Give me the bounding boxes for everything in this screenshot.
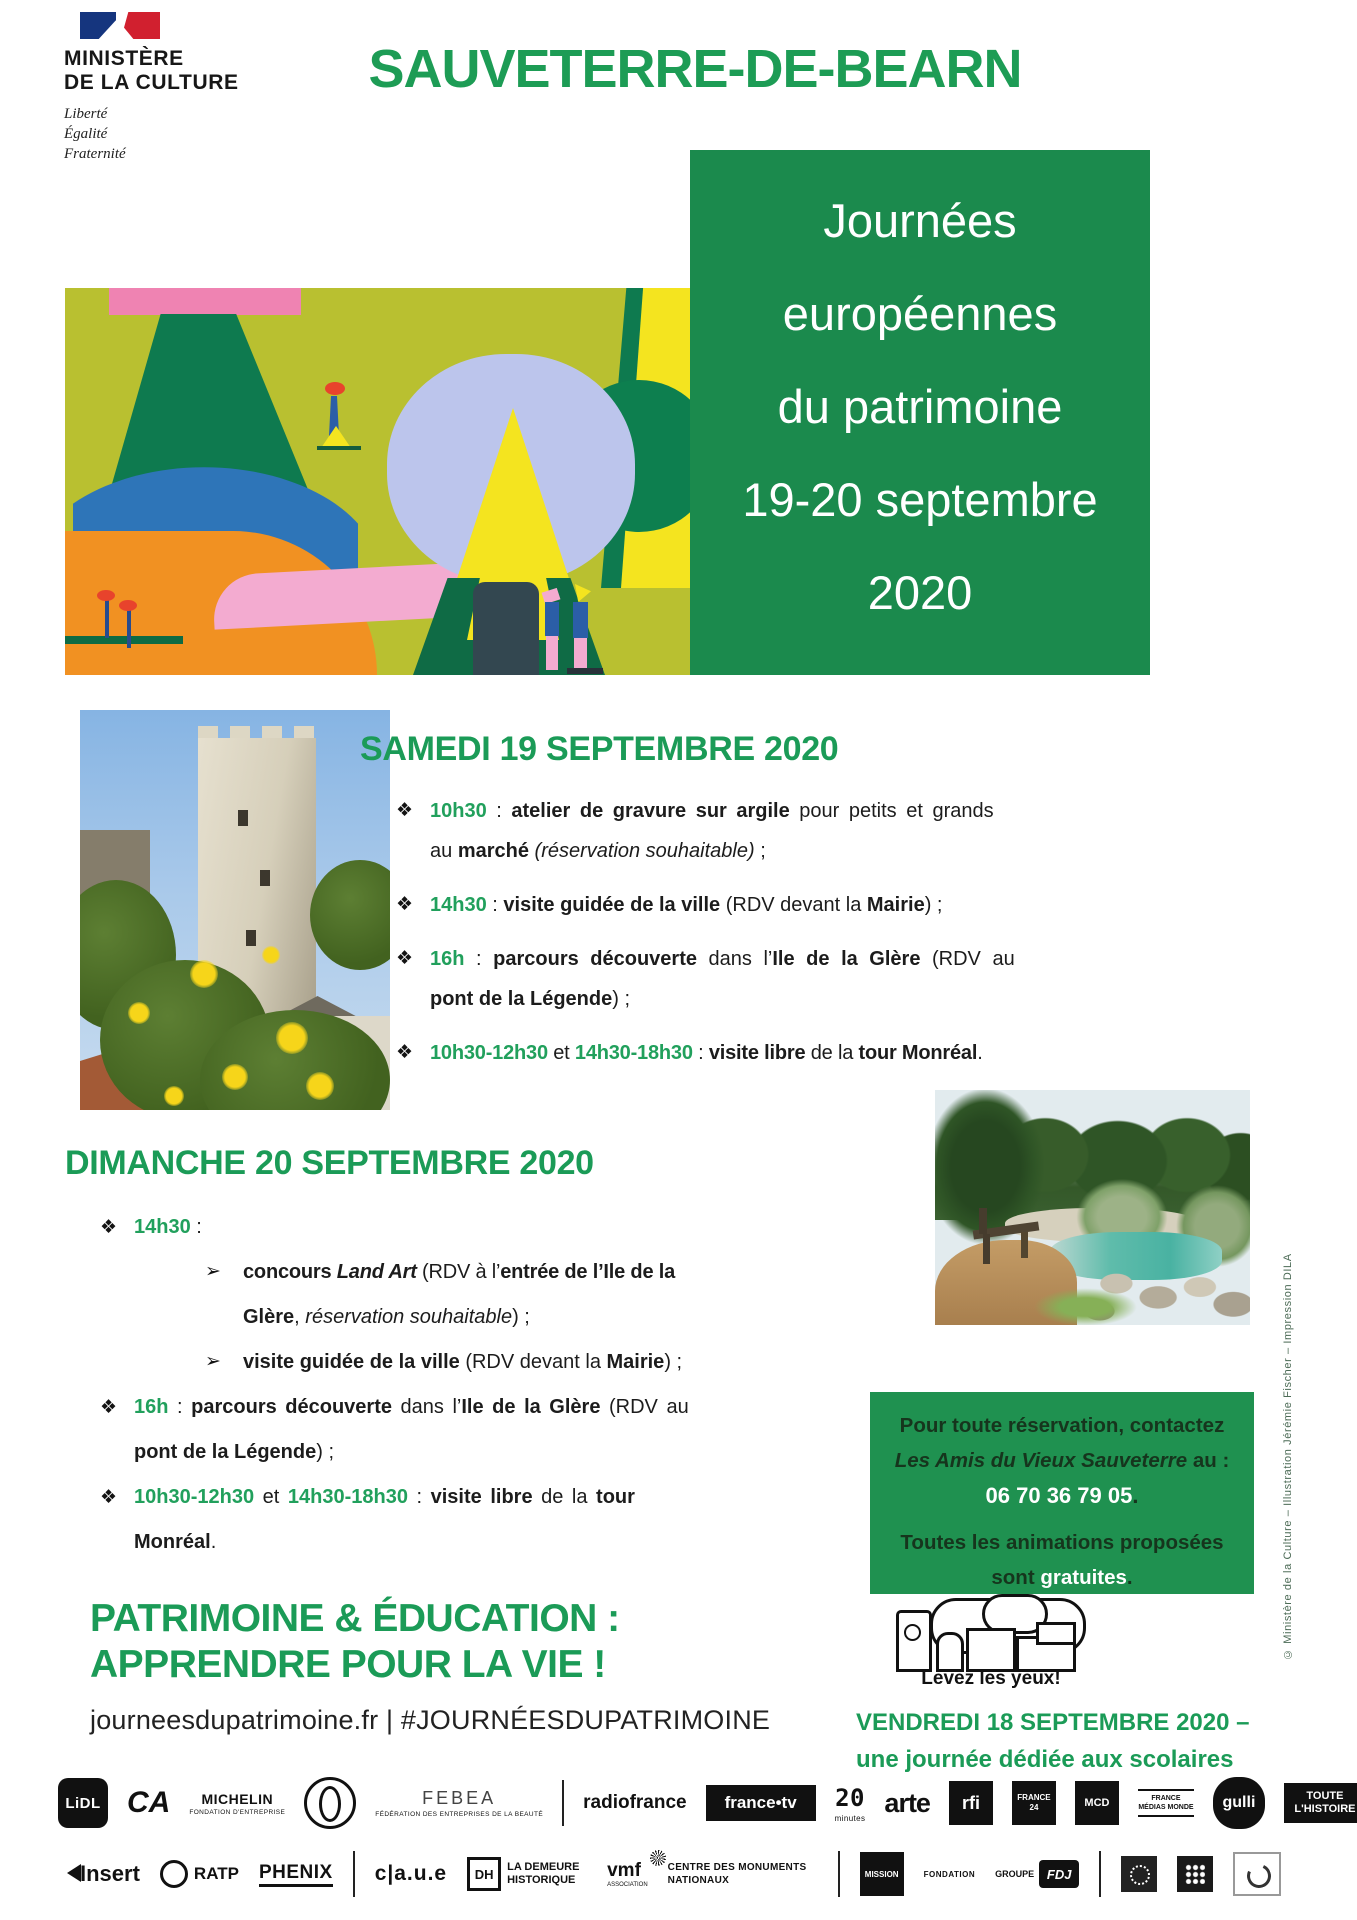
text-run: pour petits et grands xyxy=(789,800,994,822)
partner-label: FEBEA xyxy=(422,1788,497,1808)
abstract-illustration xyxy=(65,288,690,675)
partner-logo-la-demeure-historique xyxy=(467,1857,587,1891)
event-sub-item xyxy=(100,1250,713,1340)
text-run: . xyxy=(1132,1483,1139,1508)
text-run: Glère xyxy=(243,1306,295,1328)
text-run: pont de la Légende xyxy=(134,1441,317,1463)
partner-label: MCD xyxy=(1084,1797,1110,1809)
demeure-monogram-icon: DH xyxy=(467,1857,501,1891)
text-run: ) ; xyxy=(612,988,631,1010)
text-run: Les Amis du Vieux Sauveterre xyxy=(894,1449,1188,1472)
event-line xyxy=(430,885,1084,925)
text-run: de la xyxy=(532,1486,597,1508)
text-run: , xyxy=(294,1306,306,1328)
partner-label: rfi xyxy=(961,1792,980,1813)
text-run: : xyxy=(486,894,504,916)
event-line xyxy=(243,1295,713,1340)
text-run: : xyxy=(692,1042,709,1064)
arch-icon xyxy=(936,1632,964,1672)
text-run: Land Art xyxy=(336,1261,417,1283)
partner-label: PHENIX xyxy=(258,1861,333,1883)
text-run: (RDV au xyxy=(920,948,1015,970)
figure-body xyxy=(545,602,559,636)
partner-label: RATP xyxy=(193,1864,239,1883)
text-run: . xyxy=(210,1531,217,1553)
tower-window xyxy=(246,930,256,946)
text-run: 16h xyxy=(134,1396,169,1418)
text-run: entrée de l’Ile de la xyxy=(500,1261,675,1283)
partner-logo-fondation xyxy=(924,1870,975,1879)
divider xyxy=(353,1851,355,1897)
motto-egalite: Égalité xyxy=(64,126,108,142)
text-run: parcours découverte xyxy=(191,1396,392,1418)
banner-line: du patrimoine xyxy=(777,380,1063,433)
event-line xyxy=(134,1385,713,1430)
figure-base xyxy=(321,426,351,448)
figure-legs xyxy=(574,638,587,670)
tower-window xyxy=(238,810,248,826)
partner-row-2 xyxy=(58,1850,1302,1898)
bench-leg xyxy=(1021,1232,1028,1258)
bench-back xyxy=(979,1208,987,1234)
divider xyxy=(838,1851,840,1897)
event-line xyxy=(243,1340,713,1385)
partner-label: LiDL xyxy=(65,1794,101,1812)
flower-stem xyxy=(105,598,109,638)
yellow-flower xyxy=(190,960,218,988)
flower-stem xyxy=(127,608,131,648)
contact-line xyxy=(870,1443,1254,1478)
steps-icon xyxy=(1036,1622,1076,1645)
yellow-flower xyxy=(222,1064,248,1090)
partner-label: radiofrance xyxy=(583,1792,687,1813)
sunday-items xyxy=(100,1205,713,1565)
text-run: gratuites xyxy=(1040,1566,1127,1589)
banner-line: européennes xyxy=(782,287,1058,340)
text-run: au : xyxy=(1187,1449,1230,1472)
tree-trunk-shape xyxy=(473,582,539,675)
partner-label: CA xyxy=(127,1786,171,1819)
banner-line: 2020 xyxy=(867,566,973,619)
partner-sublabel: ASSOCIATION xyxy=(607,1882,648,1888)
tower-monreal-photo xyxy=(80,710,390,1110)
partner-logo-credit-agricole xyxy=(127,1786,170,1820)
text-run: visite guidée de la ville xyxy=(243,1351,460,1373)
partner-label: Insert xyxy=(80,1861,140,1886)
text-run: : xyxy=(407,1486,431,1508)
partner-label: CENTRE DES MONUMENTS NATIONAUX xyxy=(667,1862,807,1886)
partner-logo-arte xyxy=(884,1788,930,1819)
partner-logo-groupe-fdj xyxy=(995,1860,1079,1888)
event-line xyxy=(430,791,1084,831)
partner-label: MISSION xyxy=(864,1869,899,1879)
partner-logo-insert xyxy=(58,1861,140,1887)
text-run: (RDV devant la xyxy=(459,1351,607,1373)
partner-logo-mcd xyxy=(1075,1781,1119,1825)
text-run: 10h30-12h30 xyxy=(430,1042,548,1064)
text-run: concours xyxy=(243,1261,337,1283)
contact-line xyxy=(870,1408,1254,1443)
brick-wall-icon xyxy=(966,1628,1016,1672)
event-line xyxy=(430,1033,1084,1073)
text-run: ) ; xyxy=(512,1306,530,1328)
event-line xyxy=(134,1475,713,1520)
partner-label: 20 xyxy=(835,1783,865,1812)
text-run: 14h30-18h30 xyxy=(574,1042,693,1064)
text-run: 14h30 xyxy=(430,894,487,916)
text-run: Ile de la Glère xyxy=(772,948,921,970)
contact-line xyxy=(870,1560,1254,1595)
diamond-bullet-icon: ❖ xyxy=(396,894,414,915)
event-item xyxy=(100,1385,713,1475)
partner-logo-phenix xyxy=(259,1862,333,1887)
figure-body xyxy=(573,602,588,638)
text-run: ) ; xyxy=(664,1351,683,1373)
event-item xyxy=(100,1205,713,1250)
text-run: : xyxy=(486,800,512,822)
partner-label: gulli xyxy=(1222,1794,1256,1811)
partner-label: vmf xyxy=(607,1860,641,1881)
text-run: Pour toute réservation, contactez xyxy=(899,1414,1225,1437)
partner-logos xyxy=(58,1772,1356,1898)
motto-liberte: Liberté xyxy=(64,106,108,122)
education-line2: APPRENDRE POUR LA VIE ! xyxy=(90,1643,606,1686)
text-run: 10h30-12h30 xyxy=(134,1486,255,1508)
event-line xyxy=(134,1430,713,1475)
partner-row-1 xyxy=(58,1772,1356,1834)
text-run: : xyxy=(464,948,494,970)
levez-les-yeux-label: Levez les yeux! xyxy=(921,1668,1061,1689)
figure-head xyxy=(325,382,345,395)
ministry-motto xyxy=(64,104,284,164)
french-flag-icon xyxy=(80,12,284,39)
saturday-section xyxy=(360,730,1084,1087)
divider xyxy=(562,1780,564,1826)
partner-logo-febea xyxy=(375,1788,543,1818)
partner-logo-mission-patrimoine xyxy=(860,1852,904,1896)
event-banner xyxy=(690,150,1150,675)
text-run: Toutes les animations proposées xyxy=(900,1531,1224,1554)
text-run: et xyxy=(254,1486,288,1508)
tower-window xyxy=(260,870,270,886)
couple-figures xyxy=(537,584,607,675)
red-flower xyxy=(119,600,137,611)
partner-logo-france-24 xyxy=(1012,1781,1056,1825)
event-item xyxy=(100,1475,713,1565)
event-line xyxy=(134,1205,713,1250)
partner-logo-toute-lhistoire xyxy=(1284,1783,1357,1823)
text-run: réservation souhaitable xyxy=(305,1306,513,1328)
dark-square-logo xyxy=(1177,1856,1213,1892)
partner-logo-ratp xyxy=(160,1864,239,1884)
partner-logo-caue xyxy=(375,1862,447,1886)
text-run: pont de la Légende xyxy=(430,988,613,1010)
flag-blue-block xyxy=(80,12,116,39)
banner-line: 19-20 septembre xyxy=(742,473,1098,526)
partner-logo-rfi xyxy=(949,1781,993,1825)
partner-label: TOUTE L'HISTOIRE xyxy=(1294,1790,1356,1815)
text-run: Monréal xyxy=(134,1531,211,1553)
motto-fraternite: Fraternité xyxy=(64,146,126,162)
grass xyxy=(1023,1284,1148,1325)
partner-logo-michelin xyxy=(189,1791,285,1816)
saturday-heading: SAMEDI 19 SEPTEMBRE 2020 xyxy=(360,730,839,768)
text-run: . xyxy=(977,1042,983,1064)
text-run: de la xyxy=(805,1042,859,1064)
text-run: (RDV à l’ xyxy=(416,1261,501,1283)
text-run: et xyxy=(547,1042,575,1064)
yellow-flower xyxy=(276,1022,308,1054)
clock-tower-icon xyxy=(896,1610,932,1672)
partner-label: MICHELIN xyxy=(201,1790,274,1807)
bench-leg xyxy=(983,1234,990,1264)
text-run: au xyxy=(430,840,458,862)
ground-strip-shape xyxy=(65,636,183,644)
yellow-flower xyxy=(306,1072,334,1100)
text-run: : xyxy=(168,1396,192,1418)
text-run: tour Monréal xyxy=(858,1042,978,1064)
clock-icon xyxy=(904,1624,921,1641)
scolaires-block xyxy=(856,1598,1286,1778)
partner-logo-france-medias-monde xyxy=(1138,1789,1194,1817)
eu-flag-logo xyxy=(1121,1856,1157,1892)
event-line xyxy=(430,831,1084,871)
text-run: Mairie xyxy=(866,894,925,916)
event-item xyxy=(396,885,1084,925)
partner-logo-france-tv xyxy=(706,1785,816,1821)
sunburst-icon xyxy=(650,1850,666,1866)
sunday-section xyxy=(65,1144,713,1565)
partner-label: LA DEMEURE HISTORIQUE xyxy=(507,1861,580,1886)
partner-logo-centre-des-monuments-nationaux xyxy=(668,1861,818,1887)
divider xyxy=(1099,1851,1101,1897)
partner-label: arte xyxy=(884,1787,930,1818)
text-run: 10h30 xyxy=(430,800,487,822)
text-run: sont xyxy=(991,1566,1041,1589)
page-title: SAUVETERRE-DE-BEARN xyxy=(368,39,1022,99)
partner-sublabel: FONDATION D'ENTREPRISE xyxy=(189,1808,286,1816)
diamond-bullet-icon: ❖ xyxy=(100,1217,118,1238)
partner-label: c|a.u.e xyxy=(374,1862,448,1885)
saturday-items xyxy=(396,791,1084,1073)
partner-logo-20-minutes xyxy=(835,1784,866,1823)
text-run: Mairie xyxy=(606,1351,665,1373)
diamond-bullet-icon: ❖ xyxy=(396,1042,414,1063)
arrow-bullet-icon: ➢ xyxy=(205,1261,221,1282)
ministry-name-line2: DE LA CULTURE xyxy=(64,71,239,94)
event-line xyxy=(134,1520,713,1565)
text-run: marché xyxy=(457,840,535,862)
ile-de-la-glere-photo xyxy=(935,1090,1250,1325)
text-run: dans l’ xyxy=(697,948,773,970)
arrow-bullet-icon: ➢ xyxy=(205,1351,221,1372)
event-line xyxy=(243,1250,713,1295)
spacer xyxy=(870,1513,1254,1525)
figure-ground xyxy=(317,446,361,450)
scolaires-lines xyxy=(856,1704,1286,1778)
text-run: . xyxy=(1126,1566,1133,1589)
phone-number: 06 70 36 79 05 xyxy=(985,1483,1133,1508)
partner-logo-vmf xyxy=(607,1860,648,1888)
text-run: 14h30 xyxy=(134,1216,191,1238)
copyright-credit xyxy=(1282,1080,1294,1660)
partner-logo-gulli xyxy=(1213,1777,1265,1829)
scolaires-line1: VENDREDI 18 SEPTEMBRE 2020 – xyxy=(856,1709,1250,1736)
text-run: Ile de la Glère xyxy=(461,1396,601,1418)
text-run: (RDV devant la xyxy=(720,894,867,916)
scolaires-line2: une journée dédiée aux scolaires xyxy=(856,1746,1234,1773)
contact-phone xyxy=(870,1478,1254,1513)
ministry-logo xyxy=(64,12,284,164)
diamond-bullet-icon: ❖ xyxy=(396,948,414,969)
diamond-bullet-icon: ❖ xyxy=(396,800,414,821)
yellow-flower xyxy=(164,1086,184,1106)
yellow-flower xyxy=(262,946,280,964)
flag-red-block xyxy=(124,12,160,39)
event-line xyxy=(430,979,1084,1019)
text-run: 16h xyxy=(430,948,465,970)
text-run: ) ; xyxy=(316,1441,335,1463)
partner-label: FRANCE MÉDIAS MONDE xyxy=(1138,1795,1194,1811)
text-run: visite libre xyxy=(708,1042,806,1064)
figure-feet xyxy=(567,668,603,674)
ministry-name-line1: MINISTÈRE xyxy=(64,47,184,70)
text-run: visite libre xyxy=(430,1486,533,1508)
credit-text: © Ministère de la Culture – Illustration Jérémie Fischer – Impression DILA xyxy=(1282,1253,1294,1660)
text-run: 14h30-18h30 xyxy=(287,1486,408,1508)
circular-mark-logo xyxy=(1233,1852,1281,1896)
partner-label: france•tv xyxy=(724,1793,797,1812)
partner-label: GROUPE xyxy=(995,1869,1035,1879)
text-run: ; xyxy=(754,840,766,862)
text-run: ) ; xyxy=(924,894,943,916)
partner-sublabel: FÉDÉRATION DES ENTREPRISES DE LA BEAUTÉ xyxy=(375,1811,544,1818)
text-run: (RDV au xyxy=(600,1396,689,1418)
red-flower xyxy=(97,590,115,601)
partner-label: FRANCE 24 xyxy=(1017,1793,1051,1812)
website-hashtag: journeesdupatrimoine.fr | #JOURNÉESDUPATRIMOINE xyxy=(90,1705,771,1735)
text-run: (réservation souhaitable) xyxy=(534,840,755,862)
partner-logo-emblem xyxy=(304,1777,356,1829)
event-line xyxy=(430,939,1084,979)
text-run: visite guidée de la ville xyxy=(503,894,721,916)
figure-head xyxy=(575,584,591,602)
text-run: dans l’ xyxy=(392,1396,462,1418)
diamond-bullet-icon: ❖ xyxy=(100,1487,118,1508)
pink-bar-shape xyxy=(109,288,301,315)
event-item xyxy=(396,1033,1084,1073)
text-run: atelier de gravure sur argile xyxy=(511,800,790,822)
partner-sublabel: minutes xyxy=(834,1813,866,1823)
event-sub-item xyxy=(100,1340,713,1385)
contact-line xyxy=(870,1525,1254,1560)
text-run: tour xyxy=(596,1486,635,1508)
text-run: : xyxy=(190,1216,202,1238)
text-run: parcours découverte xyxy=(493,948,697,970)
bench xyxy=(973,1208,1055,1270)
partner-logo-lidl xyxy=(58,1778,108,1828)
yellow-flower xyxy=(128,1002,150,1024)
fdj-chip: FDJ xyxy=(1039,1860,1079,1888)
partner-logo-radiofrance xyxy=(583,1792,686,1814)
banner-line: Journées xyxy=(823,194,1017,247)
event-item xyxy=(396,791,1084,871)
levez-les-yeux-logo xyxy=(886,1598,1096,1692)
figure-legs xyxy=(546,636,558,670)
event-item xyxy=(396,939,1084,1019)
diamond-bullet-icon: ❖ xyxy=(100,1397,118,1418)
reservation-contact-box xyxy=(870,1392,1254,1594)
sunday-heading: DIMANCHE 20 SEPTEMBRE 2020 xyxy=(65,1144,594,1182)
education-block xyxy=(90,1596,770,1736)
walking-figure xyxy=(317,382,357,452)
partner-label: FONDATION xyxy=(923,1869,976,1879)
education-line1: PATRIMOINE & ÉDUCATION : xyxy=(90,1597,620,1640)
